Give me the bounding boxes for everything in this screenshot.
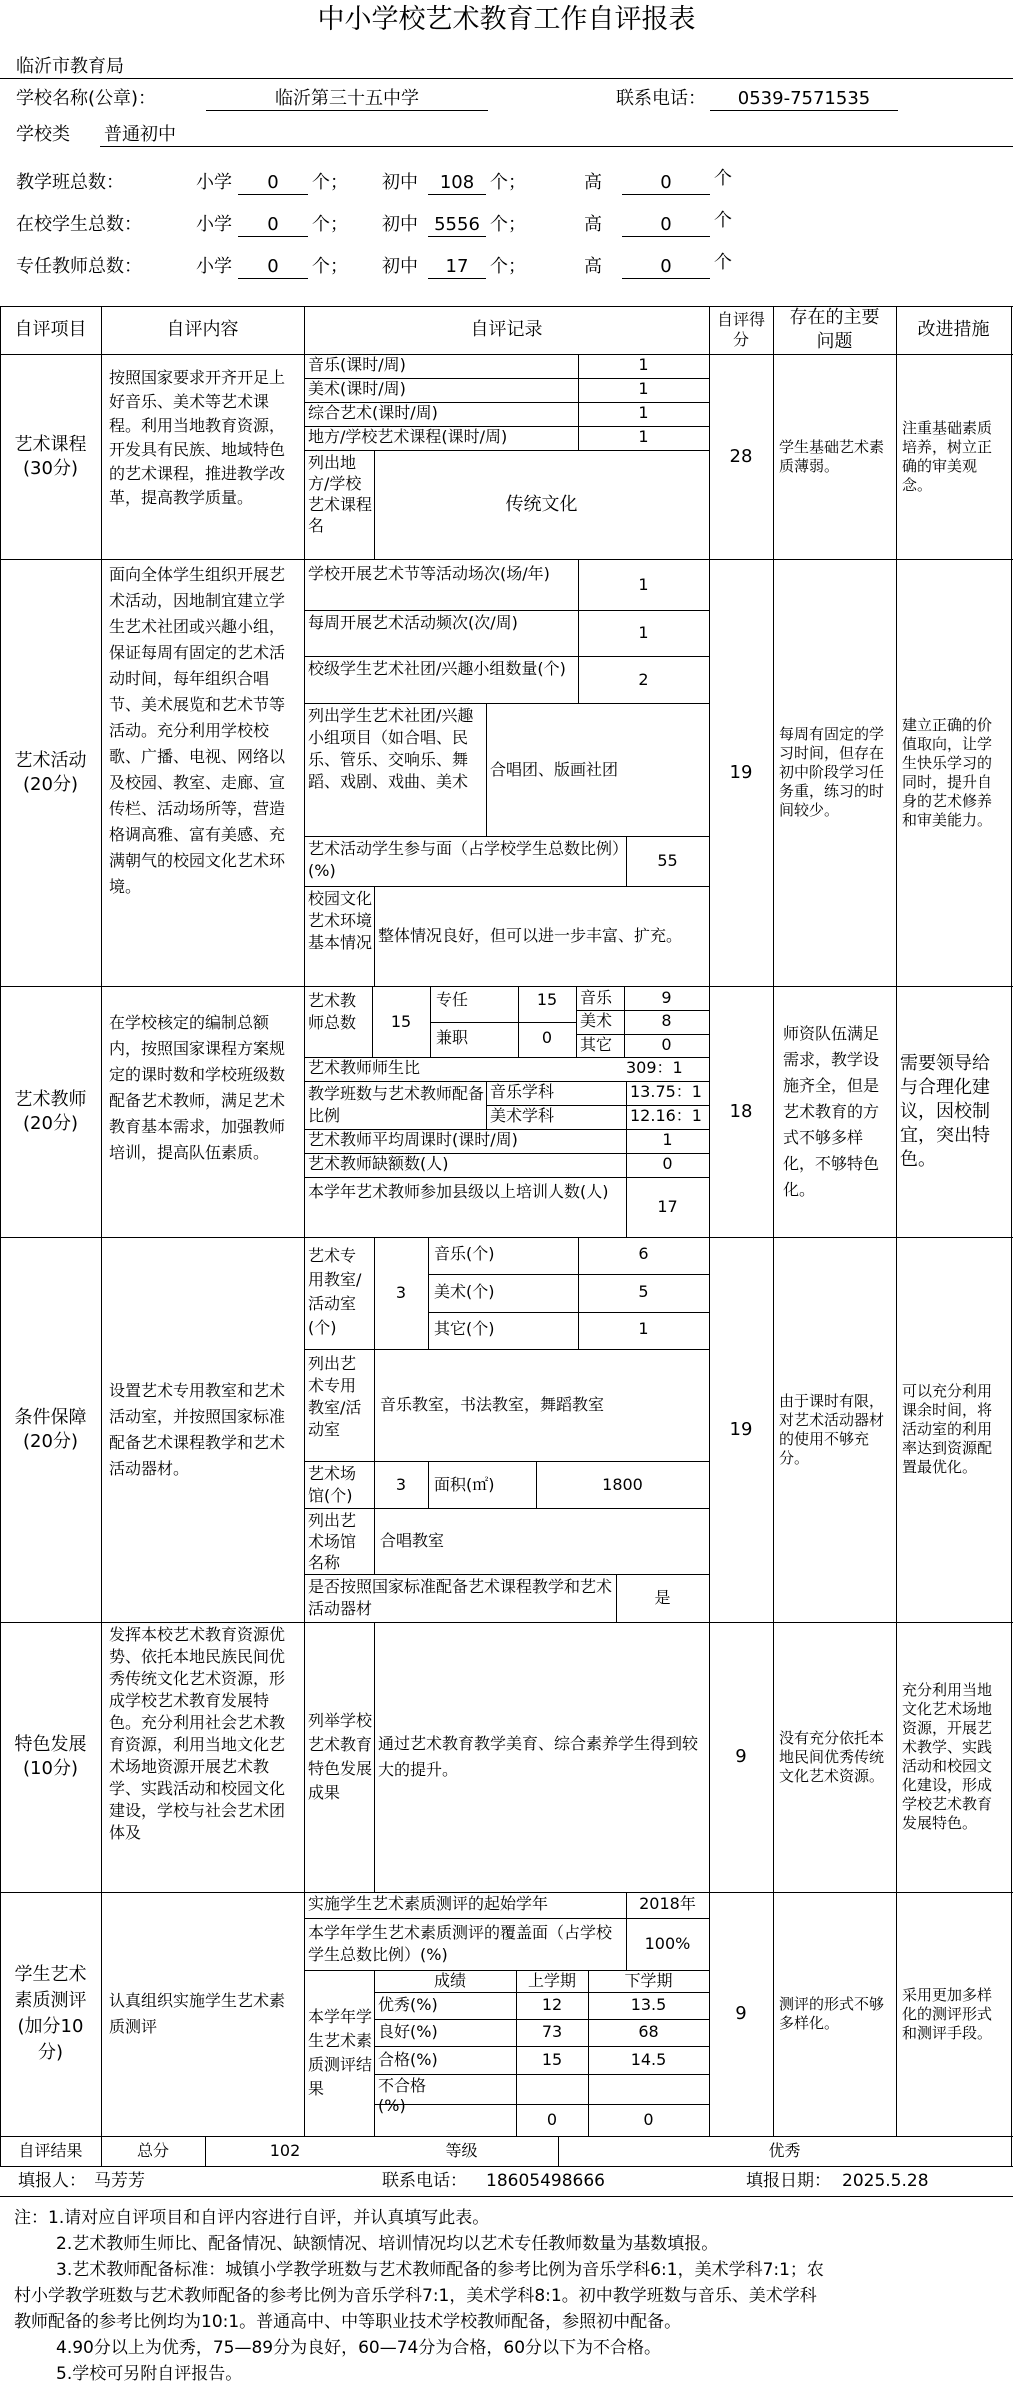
school-name-label: 学校名称(公章)： <box>16 88 157 109</box>
filler-phone-label: 联系电话： <box>382 2171 467 2191</box>
activity-row-value: 合唱团、版画社团 <box>490 759 619 779</box>
header-problem: 存在的主要问题 <box>789 307 880 352</box>
course-row-value: 1 <box>638 379 649 398</box>
teacher-weekly-label: 艺术教师平均周课时(课时/周) <box>308 1130 518 1149</box>
activity-row-value: 1 <box>638 574 649 594</box>
result-total: 102 <box>269 2141 301 2160</box>
activity-measure: 建立正确的价值取向，让学生快乐学习的同时，提升自身的艺术修养和审美能力。 <box>902 715 993 829</box>
course-problem: 学生基础艺术素质薄弱。 <box>779 437 885 475</box>
junior-label: 初中 <box>382 214 418 235</box>
quality-grade-h1: 12 <box>541 1995 563 2014</box>
school-name-value: 临沂第三十五中学 <box>275 88 419 109</box>
teacher-parttime: 0 <box>541 1028 553 1047</box>
senior-label: 高 <box>584 256 602 277</box>
quality-measure: 采用更加多样化的测评形式和测评手段。 <box>902 1985 993 2042</box>
feature-item: 特色发展(10分) <box>14 1734 87 1779</box>
course-measure: 注重基础素质培养，树立正确的审美观念。 <box>902 418 993 494</box>
filler-date-label: 填报日期： <box>746 2171 831 2191</box>
result-total-label: 总分 <box>136 2141 169 2160</box>
junior-label: 初中 <box>382 256 418 277</box>
teacher-art-label: 美术 <box>580 1011 613 1030</box>
activity-row-label: 列出学生艺术社团/兴趣小组项目（如合唱、民乐、管乐、交响乐、舞蹈、戏剧、戏曲、美术 <box>308 706 474 791</box>
note-line: 3.艺术教师配备标准：城镇小学教学班数与艺术教师配备的参考比例为音乐学科6:1，美术学科7:1；农 <box>56 2260 824 2280</box>
course-list-label: 列出地方/学校艺术课程名 <box>308 453 373 535</box>
unit-label: 个； <box>490 256 526 277</box>
filler-name: 马芳芳 <box>94 2171 145 2191</box>
stats-label: 教学班总数： <box>16 172 124 193</box>
junior-label: 初中 <box>382 172 418 193</box>
quality-item: 学生艺术素质测评(加分10分) <box>14 1964 87 2063</box>
result-grade: 优秀 <box>768 2141 801 2160</box>
unit-label: 个； <box>312 172 348 193</box>
teacher-other-label: 其它 <box>580 1035 613 1054</box>
teacher-shortage: 0 <box>662 1154 673 1173</box>
condition-std-label: 是否按照国家标准配备艺术课程教学和艺术活动器材 <box>308 1577 613 1618</box>
condition-std: 是 <box>654 1588 671 1607</box>
activity-content: 面向全体学生组织开展艺术活动，因地制宜建立学生艺术社团或兴趣小组，保证每周有固定的艺术活动时间，每年组织合唱节、美术展览和艺术节等活动。充分利用学校校歌、广播、电视、网络以及校园、教室、走廊、宣传栏、活动场所等，营造格调高雅、富有美感、充满朝气的校园文化艺术环境。 <box>109 565 286 896</box>
condition-room-list-label: 列出艺术专用教室/活动室 <box>308 1354 362 1439</box>
condition-room-row-value: 1 <box>638 1319 649 1338</box>
condition-hall-list-label: 列出艺术场馆名称 <box>308 1511 357 1572</box>
unit-label: 个 <box>714 168 732 189</box>
stats-primary-value: 0 <box>267 214 279 235</box>
condition-room-total: 3 <box>395 1283 407 1302</box>
feature-content: 发挥本校艺术教育资源优势、依托本地民族民间优秀传统文化艺术资源，形成学校艺术教育发展特色。充分利用社会艺术教育资源，利用当地文化艺术场地资源开展艺术教学、实践活动和校园文化建设，学校与社会艺术团体及 <box>109 1625 286 1842</box>
activity-row-label: 校园文化艺术环境基本情况 <box>308 889 373 952</box>
activity-problem: 每周有固定的学习时间，但存在初中阶段学习任务重，练习的时间较少。 <box>779 725 885 819</box>
quality-grade-label: 成绩 <box>434 1971 467 1990</box>
course-row-label: 美术(课时/周) <box>308 379 406 398</box>
quality-grade-h1: 0 <box>546 2110 558 2129</box>
course-row-label: 综合艺术(课时/周) <box>308 403 438 422</box>
course-row-label: 音乐(课时/周) <box>308 355 406 374</box>
feature-score: 9 <box>735 1746 747 1767</box>
unit-label: 个； <box>490 172 526 193</box>
teacher-art: 8 <box>661 1011 672 1030</box>
senior-label: 高 <box>584 214 602 235</box>
senior-label: 高 <box>584 172 602 193</box>
stats-junior-value: 5556 <box>434 214 480 235</box>
quality-grade-h2: 68 <box>638 2022 659 2041</box>
teacher-art-subj-label: 美术学科 <box>490 1106 555 1125</box>
condition-item: 条件保障(20分) <box>14 1406 87 1452</box>
activity-row-value: 整体情况良好，但可以进一步丰富、扩充。 <box>378 926 683 945</box>
stats-primary-value: 0 <box>267 256 279 277</box>
quality-score: 9 <box>735 2003 747 2024</box>
unit-label: 个； <box>490 214 526 235</box>
quality-grade-row-label: 合格(%) <box>378 2050 438 2069</box>
condition-room-row-label: 其它(个) <box>434 1319 495 1338</box>
teacher-training-label: 本学年艺术教师参加县级以上培训人数(人) <box>308 1182 609 1201</box>
quality-h2-label: 下学期 <box>624 1971 673 1990</box>
quality-problem: 测评的形式不够多样化。 <box>779 1995 885 2032</box>
quality-result-label: 本学年学生艺术素质测评结果 <box>308 2007 373 2098</box>
teacher-measure: 需要领导给与合理化建议，因校制宜，突出特色。 <box>900 1052 990 1170</box>
primary-label: 小学 <box>196 256 232 277</box>
quality-grade-h2: 14.5 <box>630 2050 667 2069</box>
filler-date: 2025.5.28 <box>842 2171 929 2191</box>
note-line: 4.90分以上为优秀，75—89分为良好，60—74分为合格，60分以下为不合格。 <box>56 2338 662 2358</box>
school-phone-label: 联系电话： <box>616 88 706 109</box>
quality-grade-row-label: 优秀(%) <box>378 1995 438 2014</box>
course-list-value: 传统文化 <box>505 493 578 515</box>
stats-senior-value: 0 <box>660 172 672 193</box>
quality-grade-h2: 0 <box>643 2110 654 2129</box>
feature-measure: 充分利用当地文化艺术场地资源，开展艺术教学、实践活动和校园文化建设，形成学校艺术教育发展特色。 <box>902 1681 993 1832</box>
teacher-fulltime-label: 专任 <box>436 990 469 1009</box>
primary-label: 小学 <box>196 214 232 235</box>
header-content: 自评内容 <box>166 319 239 340</box>
quality-grade-h1: 73 <box>541 2022 563 2041</box>
teacher-training: 17 <box>657 1197 678 1216</box>
condition-area: 1800 <box>602 1474 643 1494</box>
quality-grade-row-label: 良好(%) <box>378 2022 438 2041</box>
teacher-art-subj: 12.16：1 <box>630 1106 702 1125</box>
school-type-value: 普通初中 <box>104 124 176 145</box>
quality-content: 认真组织实施学生艺术素质测评 <box>109 1991 286 2036</box>
quality-start: 2018年 <box>639 1894 696 1913</box>
teacher-other: 0 <box>661 1035 672 1054</box>
teacher-class-ratio-label: 教学班数与艺术教师配备比例 <box>308 1084 484 1125</box>
teacher-content: 在学校核定的编制总额内，按照国家课程方案规定的课时数和学校班级数配备艺术教师，满足艺术教育基本需求，加强教师培训，提高队伍素质。 <box>109 1013 286 1162</box>
stats-junior-value: 17 <box>445 256 469 277</box>
school-phone-value: 0539-7571535 <box>737 88 871 109</box>
quality-coverage: 100% <box>644 1934 691 1953</box>
feature-list: 通过艺术教育教学美育、综合素养学生得到较大的提升。 <box>378 1734 698 1779</box>
note-line: 教师配备的参考比例均为10:1。普通高中、中等职业技术学校教师配备，参照初中配备。 <box>14 2312 682 2332</box>
condition-hall: 3 <box>395 1474 407 1494</box>
teacher-music-subj-label: 音乐学科 <box>490 1082 555 1101</box>
unit-label: 个 <box>714 210 732 231</box>
teacher-shortage-label: 艺术教师缺额数(人) <box>308 1154 449 1173</box>
page-title: 中小学校艺术教育工作自评报表 <box>317 4 696 35</box>
condition-hall-list: 合唱教室 <box>380 1531 445 1550</box>
quality-grade-row-label: 不合格(%) <box>378 2076 427 2115</box>
feature-list-label: 列举学校艺术教育特色发展成果 <box>308 1711 373 1802</box>
condition-room-list: 音乐教室，书法教室，舞蹈教室 <box>380 1395 605 1414</box>
stats-senior-value: 0 <box>660 214 672 235</box>
quality-grade-h1: 15 <box>541 2050 563 2069</box>
activity-row-value: 1 <box>638 623 649 642</box>
unit-label: 个 <box>714 252 732 273</box>
activity-row-label: 学校开展艺术节等活动场次(场/年) <box>308 564 550 583</box>
condition-room-row-value: 6 <box>638 1244 649 1263</box>
activity-item: 艺术活动(20分) <box>14 749 87 795</box>
feature-problem: 没有充分依托本地民间优秀传统文化艺术资源。 <box>779 1728 885 1785</box>
authority: 临沂市教育局 <box>16 56 124 77</box>
teacher-ratio: 309：1 <box>626 1058 683 1077</box>
activity-row-label: 艺术活动学生参与面（占学校学生总数比例）(%) <box>308 839 621 880</box>
quality-h1-label: 上学期 <box>527 1971 576 1990</box>
activity-score: 19 <box>729 761 753 783</box>
condition-content: 设置艺术专用教室和艺术活动室，并按照国家标准配备艺术课程教学和艺术活动器材。 <box>109 1380 286 1478</box>
course-row-value: 1 <box>638 427 649 446</box>
condition-room-row-label: 音乐(个) <box>434 1244 495 1263</box>
activity-row-value: 2 <box>638 669 649 689</box>
quality-coverage-label: 本学年学生艺术素质测评的覆盖面（占学校学生总数比例）(%) <box>308 1923 613 1964</box>
quality-grade-h2: 13.5 <box>630 1995 667 2014</box>
teacher-score: 18 <box>729 1100 753 1122</box>
teacher-total-label: 艺术教师总数 <box>308 991 357 1032</box>
condition-area-label: 面积(㎡) <box>434 1474 495 1494</box>
header-item: 自评项目 <box>14 319 87 340</box>
primary-label: 小学 <box>196 172 232 193</box>
stats-senior-value: 0 <box>660 256 672 277</box>
course-content: 按照国家要求开齐开足上好音乐、美术等艺术课程。利用当地教育资源，开发具有民族、地域特色的艺术课程，推进教学改革，提高教学质量。 <box>109 368 286 507</box>
condition-hall-label: 艺术场馆(个) <box>308 1464 357 1505</box>
school-type-label: 学校类 <box>16 124 70 145</box>
stats-junior-value: 108 <box>439 172 475 193</box>
course-item: 艺术课程(30分) <box>14 433 87 479</box>
teacher-ratio-label: 艺术教师师生比 <box>308 1058 421 1077</box>
condition-room-row-value: 5 <box>638 1282 649 1301</box>
teacher-music-subj: 13.75：1 <box>630 1082 702 1101</box>
header-measure: 改进措施 <box>917 319 990 340</box>
teacher-weekly: 1 <box>662 1130 673 1149</box>
stats-label: 专任教师总数： <box>16 256 142 277</box>
activity-row-label: 校级学生艺术社团/兴趣小组数量(个) <box>308 659 566 678</box>
stats-label: 在校学生总数： <box>16 214 142 235</box>
unit-label: 个； <box>312 256 348 277</box>
condition-measure: 可以充分利用课余时间，将活动室的利用率达到资源配置最优化。 <box>902 1382 993 1476</box>
activity-row-value: 55 <box>657 851 678 870</box>
note-line: 2.艺术教师生师比、配备情况、缺额情况、培训情况均以艺术专任教师数量为基数填报。 <box>56 2234 719 2254</box>
quality-start-label: 实施学生艺术素质测评的起始学年 <box>308 1894 549 1913</box>
course-score: 28 <box>729 445 753 467</box>
teacher-music: 9 <box>661 988 672 1007</box>
course-row-label: 地方/学校艺术课程(课时/周) <box>308 427 508 446</box>
unit-label: 个； <box>312 214 348 235</box>
condition-score: 19 <box>729 1418 753 1440</box>
course-row-value: 1 <box>638 355 649 374</box>
filler-name-label: 填报人： <box>18 2171 86 2191</box>
note-line: 5.学校可另附自评报告。 <box>56 2364 243 2384</box>
condition-room-label: 艺术专用教室/活动室(个) <box>308 1246 362 1337</box>
condition-room-row-label: 美术(个) <box>434 1282 495 1301</box>
filler-phone: 18605498666 <box>486 2171 605 2191</box>
note-line: 村小学教学班数与艺术教师配备的参考比例为音乐学科7:1，美术学科8:1。初中教学班数与音乐、美术学科 <box>14 2286 817 2306</box>
course-row-value: 1 <box>638 403 649 422</box>
teacher-music-label: 音乐 <box>580 988 613 1007</box>
teacher-problem: 师资队伍满足需求，教学设施齐全，但是艺术教育的方式不够多样化，不够特色化。 <box>783 1023 880 1199</box>
stats-primary-value: 0 <box>267 172 279 193</box>
activity-row-label: 每周开展艺术活动频次(次/周) <box>308 613 518 632</box>
header-score: 自评得分 <box>716 310 765 349</box>
teacher-total: 15 <box>390 1011 412 1031</box>
note-line: 注：1.请对应自评项目和自评内容进行自评，并认真填写此表。 <box>14 2208 490 2228</box>
header-record: 自评记录 <box>470 319 543 340</box>
teacher-item: 艺术教师(20分) <box>14 1088 87 1134</box>
result-label: 自评结果 <box>18 2141 83 2160</box>
teacher-parttime-label: 兼职 <box>436 1028 469 1047</box>
teacher-fulltime: 15 <box>536 990 558 1009</box>
condition-problem: 由于课时有限，对艺术活动器材的使用不够充分。 <box>779 1391 885 1467</box>
result-grade-label: 等级 <box>445 2141 478 2160</box>
